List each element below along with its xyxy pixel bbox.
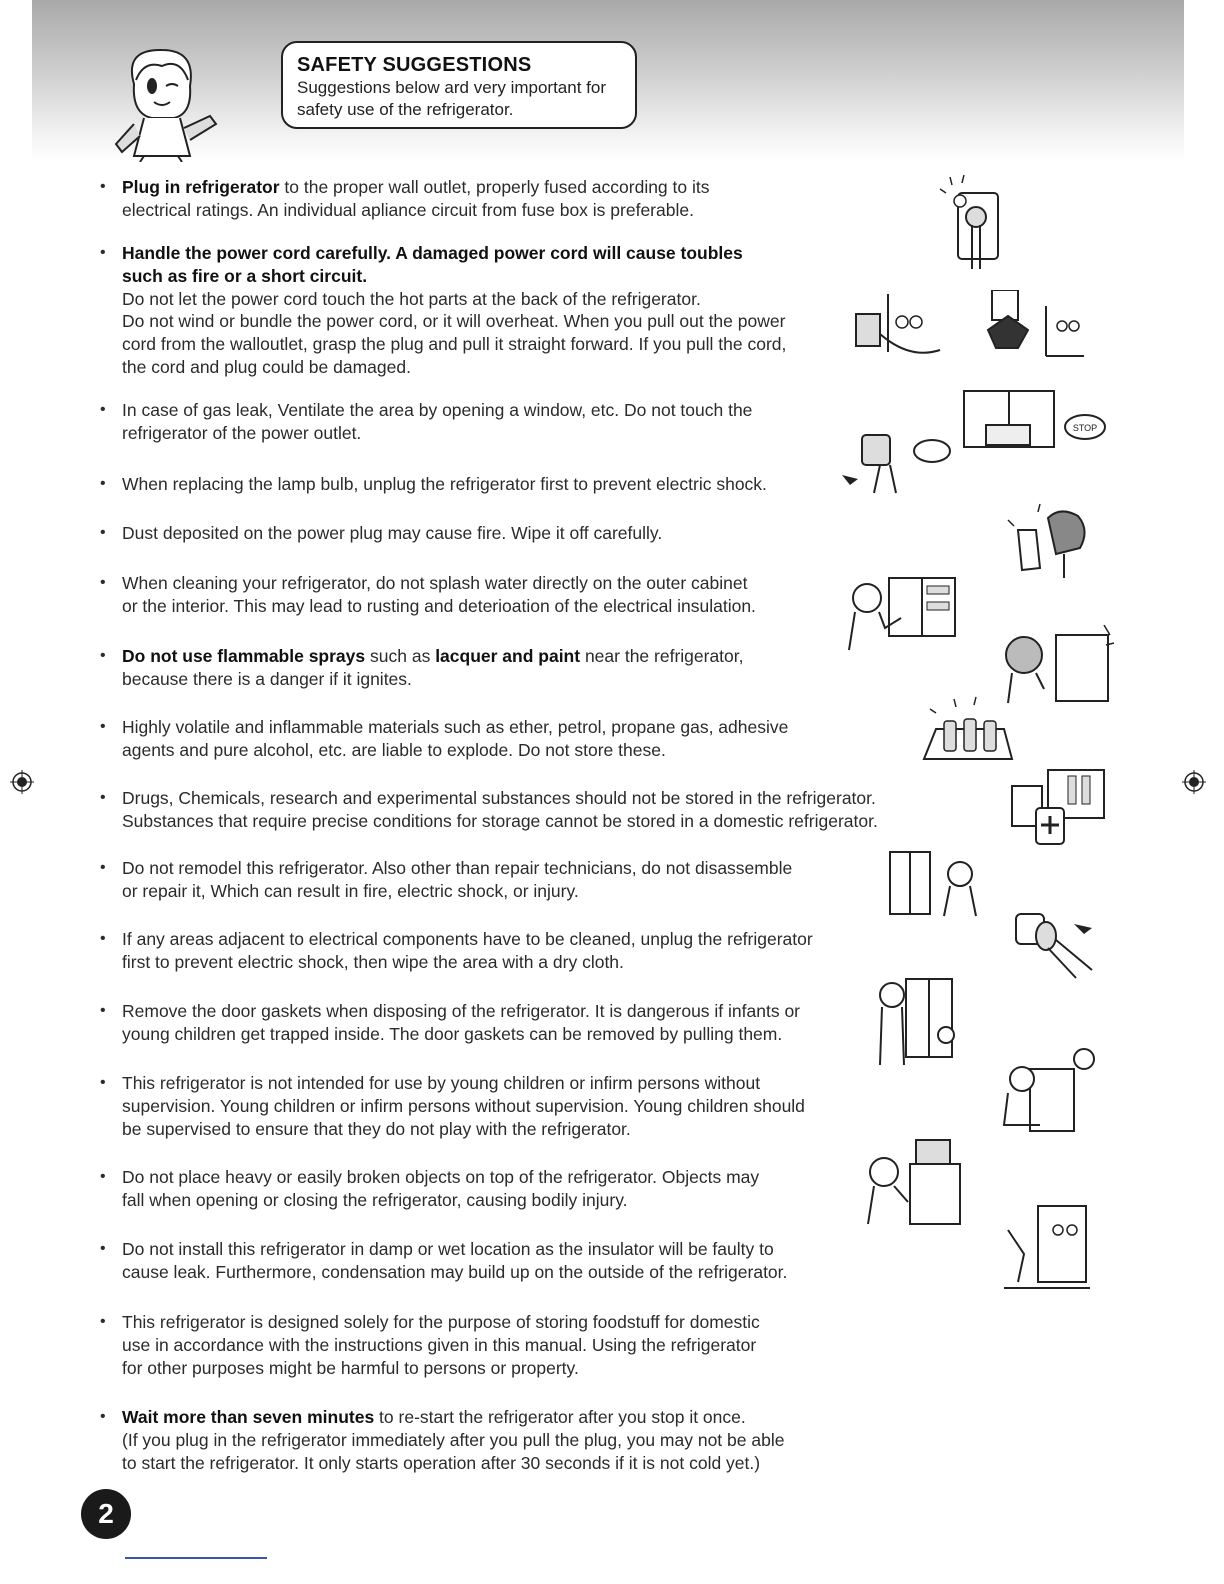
item-text: or repair it, Which can result in fire, electric shock, or injury. <box>122 880 579 901</box>
bullet-icon: • <box>100 1002 106 1019</box>
bullet-icon: • <box>100 178 106 195</box>
item-text: to re-start the refrigerator after you stop it once. <box>374 1407 746 1427</box>
item-bold-text: Handle the power cord carefully. A damaged power cord will cause toubles <box>122 243 743 263</box>
damp-location-illustration <box>1000 1200 1095 1292</box>
item-text: Remove the door gaskets when disposing of the refrigerator. It is dangerous if infants or <box>122 1001 801 1021</box>
item-text: Do not install this refrigerator in damp or wet location as the insulator will be faulty to <box>122 1239 774 1259</box>
item-bold-text: lacquer and paint <box>435 646 581 666</box>
item-text: young children get trapped inside. The door gaskets can be removed by pulling them. <box>122 1023 783 1044</box>
bullet-icon: • <box>100 524 106 541</box>
item-text: fall when opening or closing the refrigerator, causing bodily injury. <box>122 1189 628 1210</box>
bullet-icon: • <box>100 1240 106 1257</box>
subtitle-line: safety use of the refrigerator. <box>297 100 514 119</box>
bullet-icon: • <box>100 475 106 492</box>
bullet-icon: • <box>100 930 106 947</box>
registration-mark-icon <box>10 770 34 794</box>
item-text: use in accordance with the instructions given in this manual. Using the refrigerator <box>122 1334 757 1355</box>
bullet-icon: • <box>100 647 106 664</box>
item-text: to the proper wall outlet, properly fused according to its <box>279 177 710 197</box>
item-bold-text: Do not use flammable sprays <box>122 646 366 666</box>
item-text: Do not let the power cord touch the hot parts at the back of the refrigerator. <box>122 288 701 309</box>
item-text: When replacing the lamp bulb, unplug the refrigerator first to prevent electric shock. <box>122 474 767 494</box>
door-gasket-children-illustration <box>874 975 964 1070</box>
item-text: such as <box>365 646 436 666</box>
item-text: When cleaning your refrigerator, do not splash water directly on the outer cabinet <box>122 573 748 593</box>
wall-outlet-plug-illustration <box>936 175 1006 270</box>
bullet-icon: • <box>100 718 106 735</box>
drugs-chemicals-illustration <box>1008 762 1108 847</box>
item-text: cord from the walloutlet, grasp the plug and pull it straight forward. If you pull the cord, <box>122 334 787 355</box>
item-text: cause leak. Furthermore, condensation may build up on the outside of the refrigerator. <box>122 1261 788 1282</box>
dusty-plug-illustration <box>1000 500 1095 580</box>
item-text: Do not wind or bundle the power cord, or it will overheat. When you pull out the power <box>122 311 786 332</box>
heavy-objects-top-illustration <box>860 1132 965 1227</box>
item-text: to start the refrigerator. It only starts operation after 30 seconds if it is not cold yet.) <box>122 1452 761 1473</box>
bullet-icon: • <box>100 859 106 876</box>
item-text: Substances that require precise conditions for storage cannot be stored in a domestic refrigerator. <box>122 810 878 831</box>
item-bold-text: Wait more than seven minutes <box>122 1407 375 1427</box>
registration-mark-icon <box>1182 770 1206 794</box>
bullet-icon: • <box>100 244 106 261</box>
item-text: Dust deposited on the power plug may cause fire. Wipe it off carefully. <box>122 523 663 543</box>
item-text: Drugs, Chemicals, research and experimental substances should not be stored in the refrigerator. <box>122 788 876 808</box>
item-text: first to prevent electric shock, then wipe the area with a dry cloth. <box>122 951 624 972</box>
item-text: for other purposes might be harmful to persons or property. <box>122 1357 579 1378</box>
item-text: supervision. Young children or infirm persons without supervision. Young children should <box>122 1095 805 1116</box>
bullet-icon: • <box>100 401 106 418</box>
stop-sign-label: STOP <box>1072 423 1098 433</box>
volatile-bottles-illustration <box>920 695 1015 765</box>
mascot-illustration <box>104 44 224 162</box>
bullet-icon: • <box>100 1313 106 1330</box>
item-text: agents and pure alcohol, etc. are liable to explode. Do not store these. <box>122 739 666 760</box>
item-text: Do not remodel this refrigerator. Also other than repair technicians, do not disassemble <box>122 858 793 878</box>
bullet-icon: • <box>100 574 106 591</box>
power-cord-hot-parts-illustration <box>850 290 1090 375</box>
page-title: SAFETY SUGGESTIONS <box>297 54 532 76</box>
item-bold-text: Plug in refrigerator <box>122 177 280 197</box>
item-text: This refrigerator is designed solely for the purpose of storing foodstuff for domestic <box>122 1312 760 1332</box>
item-text: In case of gas leak, Ventilate the area by opening a window, etc. Do not touch the <box>122 400 753 420</box>
item-text: Highly volatile and inflammable materials such as ether, petrol, propane gas, adhesive <box>122 717 789 737</box>
item-text: the cord and plug could be damaged. <box>122 356 411 377</box>
item-text: or the interior. This may lead to rusting and deterioation of the electrical insulation. <box>122 595 756 616</box>
item-text: because there is a danger if it ignites. <box>122 668 412 689</box>
item-text: refrigerator of the power outlet. <box>122 422 362 443</box>
item-bold-text: such as fire or a short circuit. <box>122 265 368 286</box>
item-text: be supervised to ensure that they do not play with the refrigerator. <box>122 1118 631 1139</box>
bullet-icon: • <box>100 789 106 806</box>
item-text: Do not place heavy or easily broken objects on top of the refrigerator. Objects may <box>122 1167 760 1187</box>
safety-title-box <box>281 41 637 129</box>
item-text: electrical ratings. An individual apliance circuit from fuse box is preferable. <box>122 199 694 220</box>
subtitle-line: Suggestions below ard very important for <box>297 78 606 97</box>
flammable-spray-illustration <box>1000 625 1118 705</box>
gas-leak-ventilate-illustration <box>840 385 1110 495</box>
page-number: 2 <box>81 1489 131 1539</box>
bullet-icon: • <box>100 1168 106 1185</box>
item-text: This refrigerator is not intended for use by young children or infirm persons without <box>122 1073 761 1093</box>
cleaning-refrigerator-illustration <box>845 568 960 653</box>
footer-rule <box>125 1557 267 1559</box>
bullet-icon: • <box>100 1408 106 1425</box>
do-not-remodel-illustration <box>886 848 981 918</box>
item-text: If any areas adjacent to electrical components have to be cleaned, unplug the refrigerator <box>122 929 813 949</box>
item-text: (If you plug in the refrigerator immediately after you pull the plug, you may not be able <box>122 1429 785 1450</box>
item-text: near the refrigerator, <box>580 646 744 666</box>
unplug-before-cleaning-illustration <box>1012 910 1102 980</box>
bullet-icon: • <box>100 1074 106 1091</box>
children-supervision-illustration <box>1000 1045 1100 1135</box>
